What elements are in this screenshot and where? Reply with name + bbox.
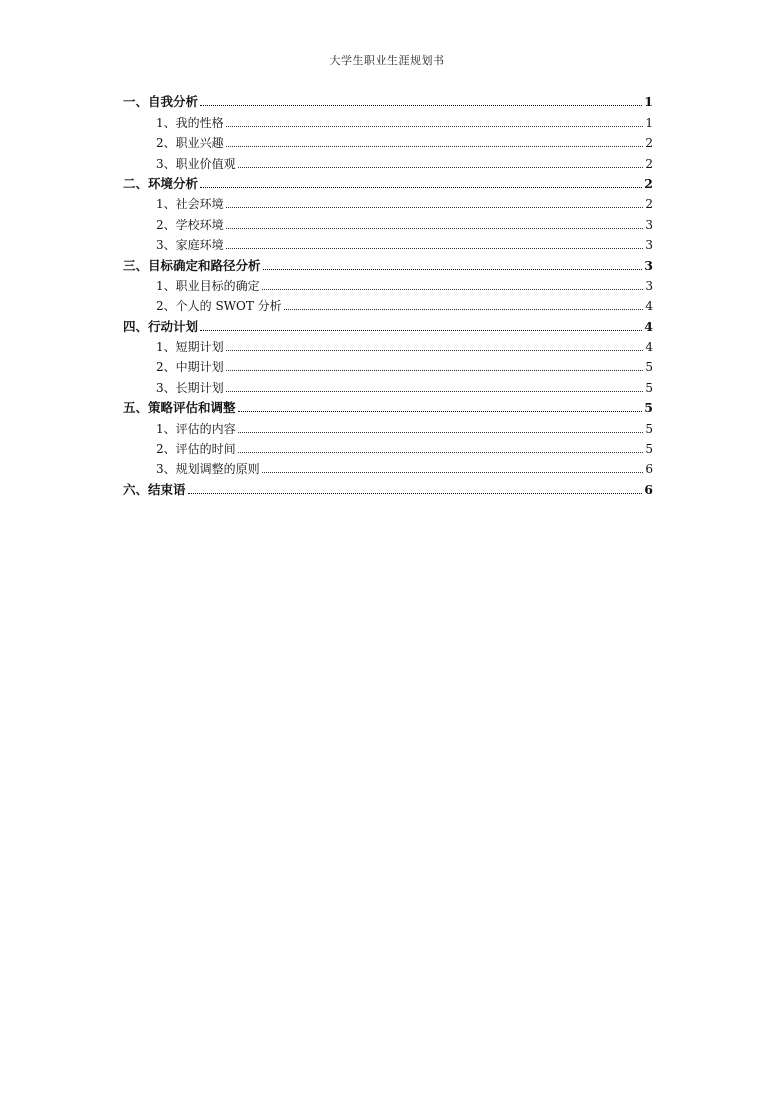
toc-dot-leader	[238, 451, 643, 453]
page-header-title: 大学生职业生涯规划书	[329, 54, 445, 67]
toc-dot-leader	[226, 206, 643, 208]
toc-page-number: 2	[645, 156, 653, 171]
toc-dot-leader	[238, 166, 643, 168]
toc-subsection[interactable]	[121, 153, 653, 173]
toc-page-number: 5	[645, 380, 653, 395]
toc-subsection[interactable]	[121, 337, 653, 357]
toc-dot-leader	[200, 186, 642, 188]
toc-entry-label: 二、环境分析	[123, 175, 199, 191]
toc-entry-label: 一、自我分析	[123, 94, 199, 110]
toc-page-number: 5	[644, 400, 653, 416]
toc-page-number: 3	[645, 278, 653, 293]
toc-entry-label: 2、评估的时间	[156, 442, 236, 457]
toc-subsection[interactable]	[121, 214, 653, 234]
toc-page-number: 5	[645, 442, 653, 457]
toc-entry-label: 五、策略评估和调整	[123, 400, 236, 416]
toc-entry-label: 2、个人的 SWOT 分析	[156, 299, 282, 314]
toc-dot-leader	[200, 104, 642, 106]
toc-subsection[interactable]	[121, 459, 653, 479]
table-of-contents	[121, 92, 653, 500]
toc-dot-leader	[226, 349, 643, 351]
toc-subsection[interactable]	[121, 235, 653, 255]
toc-entry-label: 3、长期计划	[156, 380, 224, 395]
toc-entry-label: 3、规划调整的原则	[156, 462, 260, 477]
toc-entry-label: 1、职业目标的确定	[156, 278, 260, 293]
toc-page-number: 2	[645, 136, 653, 151]
toc-page-number: 5	[645, 421, 653, 436]
toc-dot-leader	[238, 431, 643, 433]
toc-page-number: 4	[645, 340, 653, 355]
toc-page-number: 5	[645, 360, 653, 375]
toc-section-6[interactable]	[121, 479, 653, 499]
toc-entry-label: 四、行动计划	[123, 318, 199, 334]
toc-entry-label: 1、社会环境	[156, 197, 224, 212]
toc-entry-label: 2、学校环境	[156, 217, 224, 232]
toc-entry-label: 1、我的性格	[156, 115, 224, 130]
toc-page-number: 4	[645, 299, 653, 314]
toc-page-number: 1	[644, 94, 653, 110]
toc-section-1[interactable]	[121, 92, 653, 112]
toc-dot-leader	[226, 145, 643, 147]
toc-dot-leader	[226, 390, 643, 392]
toc-section-2[interactable]	[121, 174, 653, 194]
toc-subsection[interactable]	[121, 296, 653, 316]
toc-dot-leader	[188, 492, 643, 494]
toc-page-number: 3	[644, 257, 653, 273]
toc-dot-leader	[226, 125, 643, 127]
toc-dot-leader	[200, 329, 642, 331]
toc-subsection[interactable]	[121, 112, 653, 132]
toc-page-number: 2	[645, 197, 653, 212]
toc-subsection[interactable]	[121, 377, 653, 397]
toc-page-number: 4	[644, 318, 653, 334]
toc-dot-leader	[262, 288, 643, 290]
toc-dot-leader	[263, 268, 643, 270]
toc-subsection[interactable]	[121, 133, 653, 153]
toc-entry-label: 六、结束语	[123, 481, 186, 497]
toc-entry-label: 1、评估的内容	[156, 421, 236, 436]
toc-page-number: 6	[644, 481, 653, 497]
toc-entry-label: 3、家庭环境	[156, 238, 224, 253]
toc-dot-leader	[226, 369, 643, 371]
toc-section-5[interactable]	[121, 398, 653, 418]
toc-subsection[interactable]	[121, 194, 653, 214]
toc-page-number: 3	[645, 217, 653, 232]
toc-section-4[interactable]	[121, 316, 653, 336]
toc-entry-label: 2、职业兴趣	[156, 136, 224, 151]
toc-page-number: 6	[645, 462, 653, 477]
toc-dot-leader	[262, 471, 643, 473]
toc-page-number: 3	[645, 238, 653, 253]
toc-subsection[interactable]	[121, 357, 653, 377]
toc-dot-leader	[226, 227, 643, 229]
toc-subsection[interactable]	[121, 276, 653, 296]
toc-dot-leader	[238, 410, 643, 412]
toc-dot-leader	[284, 308, 643, 310]
toc-page-number: 2	[644, 175, 653, 191]
toc-subsection[interactable]	[121, 418, 653, 438]
toc-entry-label: 三、目标确定和路径分析	[123, 257, 261, 273]
toc-dot-leader	[226, 247, 643, 249]
toc-page-number: 1	[645, 115, 653, 130]
toc-subsection[interactable]	[121, 439, 653, 459]
toc-entry-label: 1、短期计划	[156, 340, 224, 355]
toc-section-3[interactable]	[121, 255, 653, 275]
toc-entry-label: 2、中期计划	[156, 360, 224, 375]
toc-entry-label: 3、职业价值观	[156, 156, 236, 171]
